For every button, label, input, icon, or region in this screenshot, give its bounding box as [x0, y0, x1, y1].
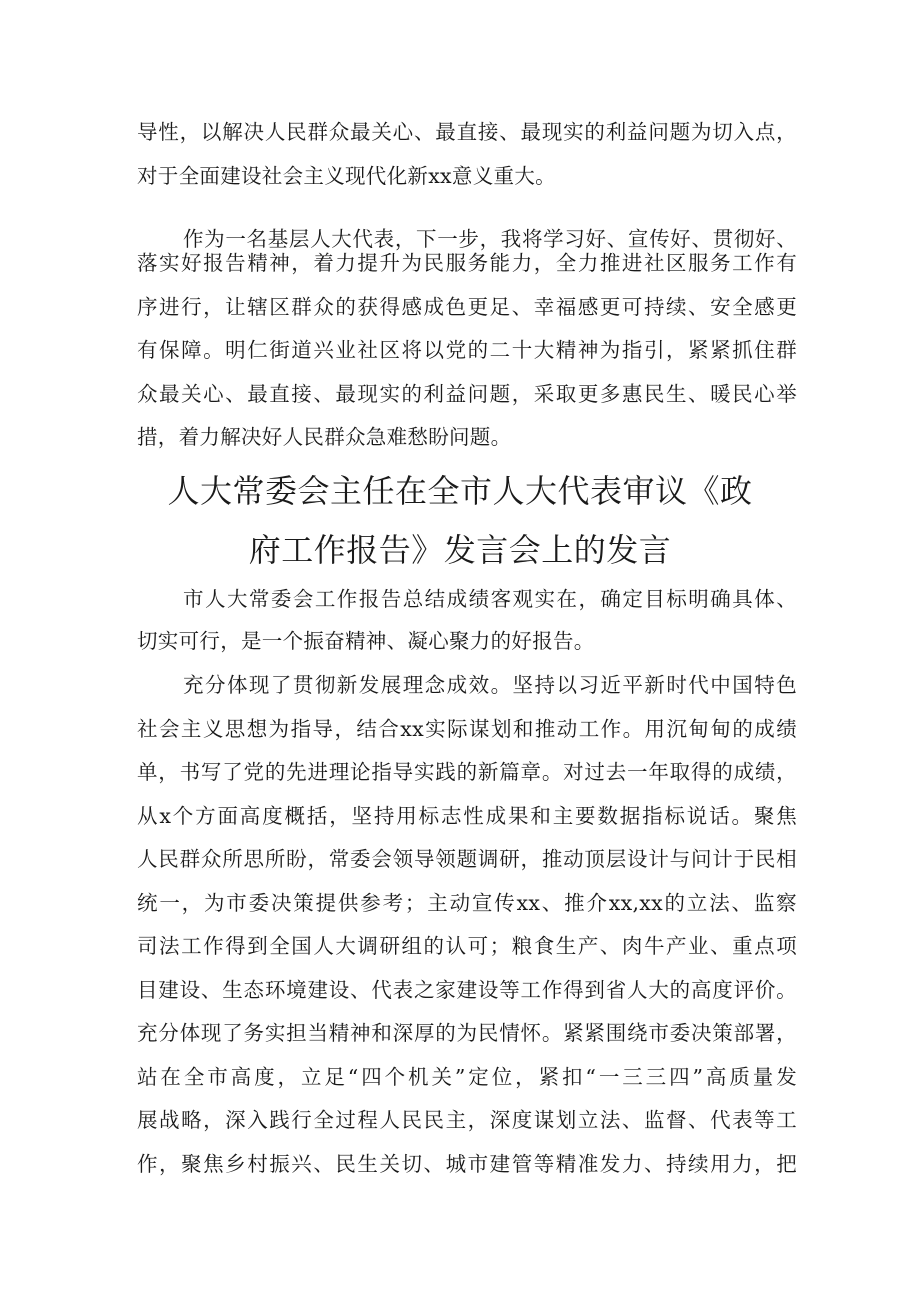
paragraph-line: 人民群众所思所盼，常委会领导领题调研，推动顶层设计与问计于民相	[137, 847, 797, 871]
paragraph-line: 作为一名基层人大代表，下一步，我将学习好、宣传好、贯彻好、	[183, 227, 797, 251]
document-title-line-2: 府工作报告》发言会上的发言	[248, 531, 672, 569]
paragraph-line: 目建设、生态环境建设、代表之家建设等工作得到省人大的高度评价。	[137, 978, 797, 1002]
paragraph-line: 市人大常委会工作报告总结成绩客观实在，确定目标明确具体、	[183, 587, 797, 611]
paragraph-line: 司法工作得到全国人大调研组的认可；粮食生产、肉牛产业、重点项	[137, 934, 797, 958]
paragraph-line: 导性，以解决人民群众最关心、最直接、最现实的利益问题为切入点，	[137, 120, 797, 144]
paragraph-line: 切实可行，是一个振奋精神、凝心聚力的好报告。	[137, 629, 595, 653]
paragraph-line: 充分体现了贯彻新发展理念成效。坚持以习近平新时代中国特色	[183, 673, 797, 697]
paragraph-line: 社会主义思想为指导，结合xx实际谋划和推动工作。用沉甸甸的成绩	[137, 717, 797, 741]
paragraph-line: 展战略，深入践行全过程人民民主，深度谋划立法、监督、代表等工	[137, 1108, 797, 1132]
paragraph-line: 从x个方面高度概括，坚持用标志性成果和主要数据指标说话。聚焦	[137, 804, 797, 828]
paragraph-line: 对于全面建设社会主义现代化新xx意义重大。	[137, 164, 556, 188]
paragraph-line: 众最关心、最直接、最现实的利益问题，采取更多惠民生、暖民心举	[137, 382, 797, 406]
paragraph-line: 统一，为市委决策提供参考；主动宣传xx、推介xx,xx的立法、监察	[137, 891, 797, 915]
document-title-line-1: 人大常委会主任在全市人大代表审议《政	[167, 472, 753, 510]
paragraph-line: 落实好报告精神，着力提升为民服务能力，全力推进社区服务工作有	[137, 251, 797, 275]
paragraph-line: 有保障。明仁街道兴业社区将以党的二十大精神为指引，紧紧抓住群	[137, 338, 797, 362]
paragraph-line: 站在全市高度，立足“四个机关”定位，紧扣“一三三四”高质量发	[137, 1065, 797, 1089]
paragraph-line: 充分体现了务实担当精神和深厚的为民情怀。紧紧围绕市委决策部署，	[137, 1021, 797, 1045]
paragraph-line: 序进行，让辖区群众的获得感成色更足、幸福感更可持续、安全感更	[137, 295, 797, 319]
paragraph-line: 作，聚焦乡村振兴、民生关切、城市建管等精准发力、持续用力，把	[137, 1152, 797, 1176]
paragraph-line: 措，着力解决好人民群众急难愁盼问题。	[137, 425, 512, 449]
paragraph-line: 单，书写了党的先进理论指导实践的新篇章。对过去一年取得的成绩，	[137, 760, 797, 784]
